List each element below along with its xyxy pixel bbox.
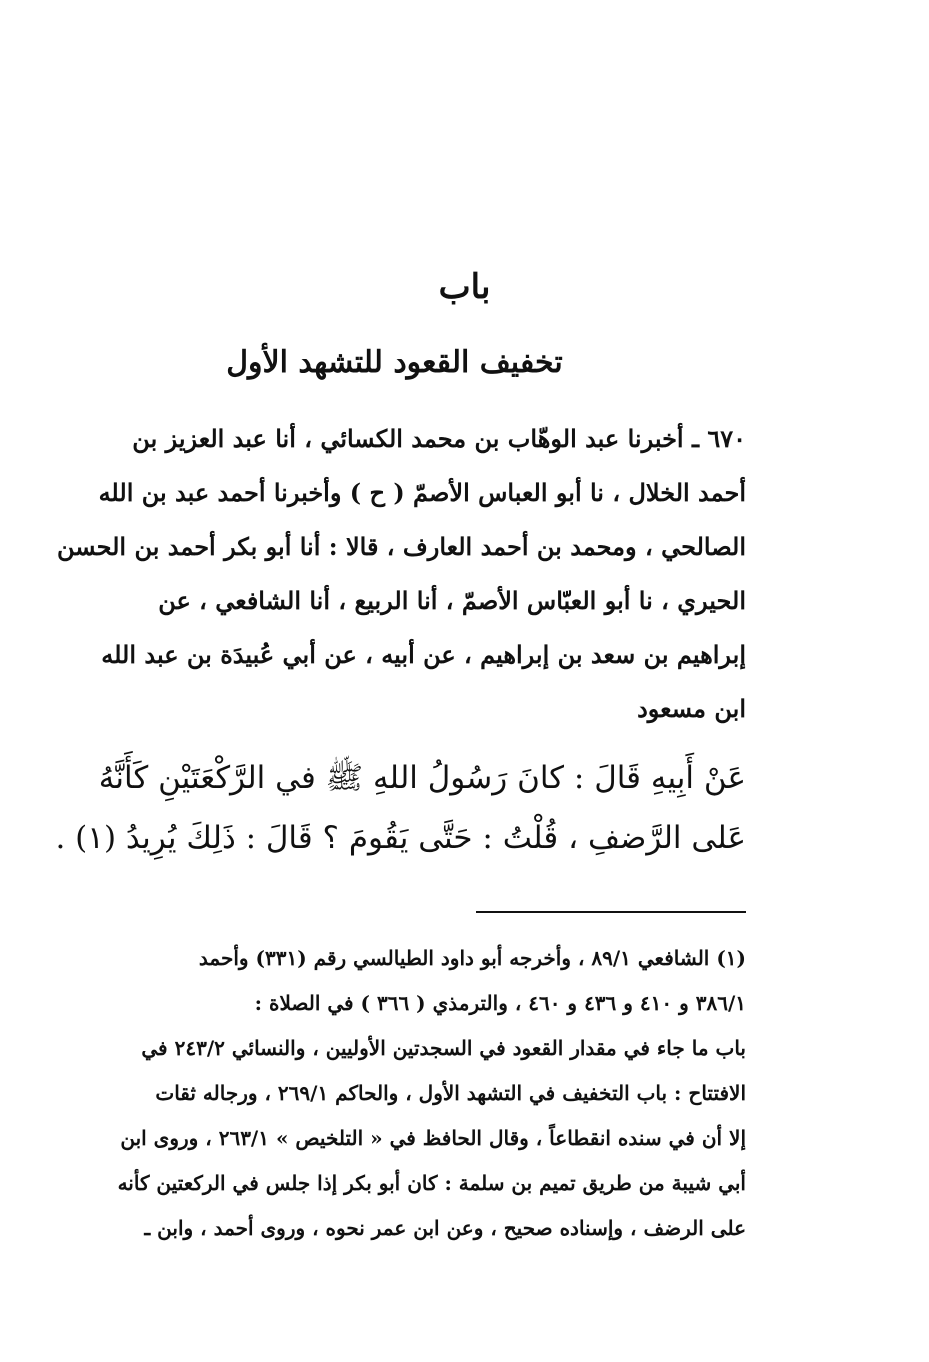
isnad-line: ابن مسعود: [637, 694, 746, 723]
hadith-text: [55, 748, 746, 868]
isnad-line: ٦٧٠ ـ أخبرنا عبد الوهّاب بن محمد الكسائي ، أنا عبد العزيز بن: [132, 424, 746, 453]
footnote-line: أبي شيبة من طريق تميم بن سلمة : كان أبو بكر إذا جلس في الركعتين كأنه: [117, 1171, 746, 1195]
isnad-line: أحمد الخلال ، نا أبو العباس الأصمّ ( ح ) وأخبرنا أحمد عبد بن الله: [98, 478, 746, 507]
footnote-line: إلا أن في سنده انقطاعاً ، وقال الحافظ في « التلخيص » ٢٦٣/١ ، وروى ابن: [120, 1126, 746, 1150]
footnote-line: (١) الشافعي ٨٩/١ ، وأخرجه أبو داود الطيالسي رقم (٣٣١) وأحمد: [198, 946, 746, 970]
footnote-line: باب ما جاء في مقدار القعود في السجدتين الأوليين ، والنسائي ٢٤٣/٢ في: [141, 1036, 746, 1060]
isnad-line: الحيري ، نا أبو العبّاس الأصمّ ، أنا الربيع ، أنا الشافعي ، عن: [158, 586, 746, 615]
footnote-line: ٣٨٦/١ و ٤١٠ و ٤٣٦ و ٤٦٠ ، والترمذي ( ٣٦٦ ) في الصلاة :: [254, 991, 746, 1015]
hadith-line: عَلى الرَّضفِ ، قُلْتُ : حَتَّى يَقُومَ ؟ قَالَ : ذَلِكَ يُرِيدُ (١) .: [55, 820, 746, 856]
hadith-line: عَنْ أَبِيهِ قَالَ : كانَ رَسُولُ اللهِ ﷺ في الرَّكْعَتَيْنِ كَأَنَّهُ: [98, 760, 746, 796]
chapter-title: تخفيف القعود للتشهد الأول: [226, 345, 563, 380]
footnote-line: على الرضف ، وإسناده صحيح ، وعن ابن عمر نحوه ، وروى أحمد ، وابن ـ: [144, 1216, 746, 1240]
footnote-separator: [476, 911, 746, 913]
chapter-label: باب: [438, 267, 491, 307]
isnad-line: إبراهيم بن سعد بن إبراهيم ، عن أبيه ، عن أبي عُبيدَة بن عبد الله: [101, 640, 746, 669]
isnad-paragraph: [56, 412, 746, 736]
isnad-line: الصالحي ، ومحمد بن أحمد العارف ، قالا : أنا أبو بكر أحمد بن الحسن: [56, 532, 746, 561]
footnote: [86, 936, 746, 1251]
footnote-line: الافتتاح : باب التخفيف في التشهد الأول ، والحاكم ٢٦٩/١ ، ورجاله ثقات: [155, 1081, 746, 1105]
